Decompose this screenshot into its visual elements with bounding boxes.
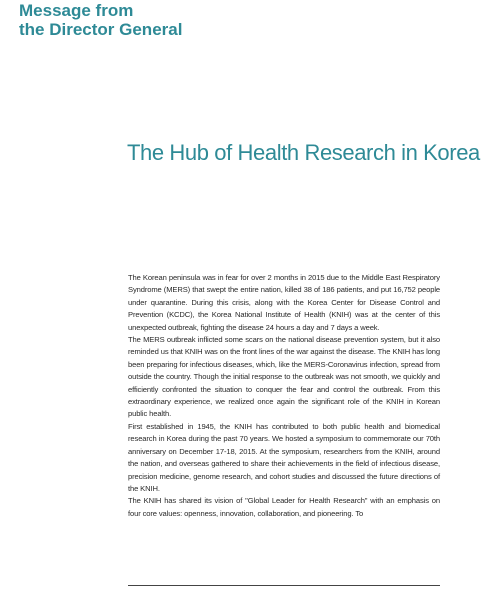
paragraph-front-lines: The MERS outbreak inflicted some scars on the national disease prevention system, but it also reminded us that KNIH was on the front lines of the war against the disease. The KNIH has long been preparing for infectious diseases, which, like the MERS-Coronavirus infection, spread from outside the country. Though the initial response to the outbreak was not smooth, we quickly and efficiently confronted the situation to conquer the fear and control the outbreak. From this extraordinary experience, we realized once again the significant role of the KNIH in Korean public health.: [128, 335, 440, 419]
paragraph-mers-outbreak: The Korean peninsula was in fear for over 2 months in 2015 due to the Middle East Respiratory Syndrome (MERS) that swept the entire nation, killed 38 of 186 patients, and put 16,752 people under quarantine. During this crisis, along with the Korea Center for Disease Control and Prevention (KCDC), the Korea National Institute of Health (KNIH) was at the center of this unexpected outbreak, fighting the disease 24 hours a day and 7 days a week.: [128, 273, 440, 332]
paragraph-vision: The KNIH has shared its vision of "Global Leader for Health Research" with an emphasis on four core values: openness, innovation, collaboration, and pioneering. To: [128, 496, 440, 518]
page-title: The Hub of Health Research in Korea: [127, 140, 480, 165]
paragraph-history: First established in 1945, the KNIH has contributed to both public health and biomedical research in Korea during the past 70 years. We hosted a symposium to commemorate our 70th anniversary on December 17-18, 2015. At the symposium, researchers from the KNIH, around the nation, and overseas gathered to share their achievements in the field of infectious disease, precision medicine, genome research, and cohort studies and discussed the future directions of the KNIH.: [128, 421, 440, 493]
article-body: [128, 272, 440, 520]
bottom-divider: [128, 585, 440, 586]
section-header-line-2: the Director General: [19, 20, 183, 39]
section-header: [19, 1, 182, 39]
section-header-line-1: Message from: [19, 1, 134, 20]
